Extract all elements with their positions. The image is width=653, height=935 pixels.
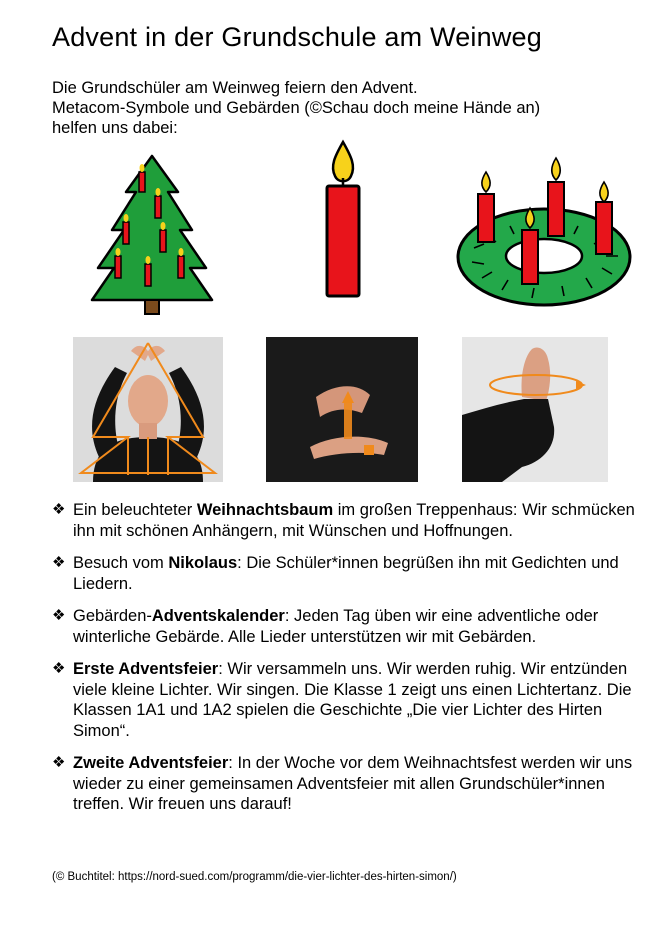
bullet-icon: ❖ xyxy=(52,660,66,677)
sign-photo-christmas-tree xyxy=(73,337,223,482)
item-text: : In der Woche vor dem Weihnachtsfest werden wir uns wieder zu einer gemeinsamen Adventsfeier mit allen Grundschüler*innen treffen. Wir freuen uns darauf! xyxy=(73,754,633,813)
intro-line: helfen uns dabei: xyxy=(52,119,178,137)
page-title: Advent in der Grundschule am Weinweg xyxy=(52,22,542,52)
item-text: Gebärden- xyxy=(73,607,152,625)
item-bold: Erste Adventsfeier xyxy=(73,660,219,678)
item-bold: Adventskalender xyxy=(151,607,285,625)
advent-activity-list xyxy=(52,500,637,827)
sign-photo-advent-wreath xyxy=(462,337,608,482)
item-text: : Die Schüler*innen begrüßen ihn mit Gedichten und Liedern. xyxy=(73,554,619,593)
item-text: : Wir versammeln uns. Wir werden ruhig. Wir entzünden viele kleine Lichter. Wir singen. Die Klasse 1 zeigt uns einen Lichtertanz. Die Klassen 1A1 und 1A2 spielen die Geschichte „Die vier Lichter des Hirten Simon“. xyxy=(73,660,632,740)
advent-wreath-icon xyxy=(452,152,637,312)
footer-credit: (© Buchtitel: https://nord-sued.com/programm/die-vier-lichter-des-hirten-simon/) xyxy=(52,871,457,883)
item-bold: Weihnachtsbaum xyxy=(196,501,334,519)
item-bold: Zweite Adventsfeier xyxy=(73,754,229,772)
candle-icon xyxy=(318,138,368,300)
list-item xyxy=(52,659,637,741)
bullet-icon: ❖ xyxy=(52,554,66,571)
item-bold: Nikolaus xyxy=(168,554,238,572)
list-item xyxy=(52,753,637,815)
item-text: Ein beleuchteter xyxy=(73,501,197,519)
intro-line: Metacom-Symbole und Gebärden (©Schau doch meine Hände an) xyxy=(52,99,541,117)
intro-line: Die Grundschüler am Weinweg feiern den Advent. xyxy=(52,79,418,97)
list-item xyxy=(52,553,637,594)
item-text: Besuch vom xyxy=(73,554,169,572)
bullet-icon: ❖ xyxy=(52,501,66,518)
bullet-icon: ❖ xyxy=(52,607,66,624)
item-text: : Jeden Tag üben wir eine adventliche oder winterliche Gebärde. Alle Lieder unterstützen wir mit Gebärden. xyxy=(73,607,599,646)
list-item xyxy=(52,606,637,647)
bullet-icon: ❖ xyxy=(52,754,66,771)
sign-photo-candle xyxy=(266,337,418,482)
list-item xyxy=(52,500,637,541)
christmas-tree-icon xyxy=(90,152,215,317)
intro-text xyxy=(52,78,540,138)
item-text: im großen Treppenhaus: Wir schmücken ihn mit schönen Anhängern, mit Wünschen und Hoffnungen. xyxy=(73,501,635,540)
